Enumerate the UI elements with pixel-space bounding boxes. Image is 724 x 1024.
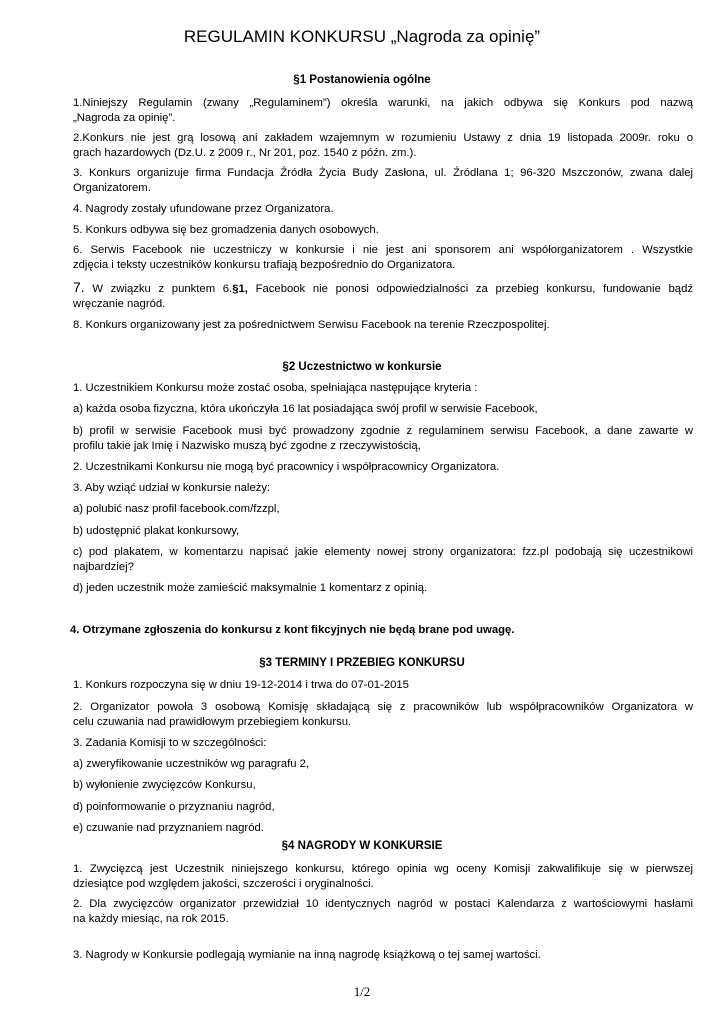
- s3-task-a: a) zweryfikowanie uczestników wg paragrafu 2,: [73, 758, 310, 770]
- s1-paragraph-1: 1.Niniejszy Regulamin (zwany „Regulaminem”) określa warunki, na jakich odbywa się Konkurs pod nazwą „Nagroda za opinię”.: [73, 97, 693, 124]
- section-4-heading: §4 NAGRODY W KONKURSIE: [281, 840, 443, 852]
- s2-paragraph-4: 4. Otrzymane zgłoszenia do konkursu z kont fikcyjnych nie będą brane pod uwagę.: [70, 624, 515, 636]
- section-2-heading: §2 Uczestnictwo w konkursie: [282, 361, 442, 373]
- s1-paragraph-2: 2.Konkurs nie jest grą losową ani zakładem wzajemnym w rozumieniu Ustawy z dnia 19 listopada 2009r. roku o grach hazardowych (Dz.U. z 2009 r., Nr 201, poz. 1540 z późn. zm.).: [73, 132, 693, 159]
- s1-paragraph-8: 8. Konkurs organizowany jest za pośrednictwem Serwisu Facebook na terenie Rzeczpospolitej.: [73, 319, 550, 331]
- s1-paragraph-4: 4. Nagrody zostały ufundowane przez Organizatora.: [73, 203, 334, 215]
- s2-paragraph-3: 3. Aby wziąć udział w konkursie należy:: [73, 482, 271, 494]
- s4-paragraph-2: 2. Dla zwycięzców organizator przewidział 10 identycznych nagród w postaci Kalendarza z wartościowymi hasłami na każdy miesiąc, na rok 2015.: [73, 898, 693, 925]
- page-number: 1/2: [353, 984, 371, 999]
- s4-paragraph-1: 1. Zwycięzcą jest Uczestnik niniejszego konkursu, którego opinia wg oceny Komisji zakwalifikuje się w pierwszej dziesiątce pod względem jakości, szczerości i oryginalności.: [73, 863, 693, 890]
- section-1-heading: §1 Postanowienia ogólne: [293, 74, 431, 86]
- s2-item-b: b) profil w serwisie Facebook musi być prowadzony zgodnie z regulaminem serwisu Facebook, a dane zawarte w profilu takie jak Imię i Nazwisko muszą być zgodne z rzeczywistością,: [73, 425, 693, 452]
- s1-paragraph-3: 3. Konkurs organizuje firma Fundacja Źródła Życia Budy Zasłona, ul. Źródlana 1; 96-320 Mszczonów, zwana dalej Organizatorem.: [73, 167, 693, 194]
- s2-item-a: a) każda osoba fizyczna, która ukończyła 16 lat posiadająca swój profil w serwisie Facebook,: [73, 403, 538, 415]
- s2-step-d: d) jeden uczestnik może zamieścić maksymalnie 1 komentarz z opinią.: [73, 582, 428, 594]
- s1-paragraph-6: 6. Serwis Facebook nie uczestniczy w konkursie i nie jest ani sponsorem ani współorganizatorem . Wszystkie zdjęcia i teksty uczestników konkursu trafiają bezpośrednio do Organizatora.: [73, 244, 693, 271]
- s2-step-a: a) polubić nasz profil facebook.com/fzzpl,: [73, 503, 280, 515]
- s2-paragraph-2: 2. Uczestnikami Konkursu nie mogą być pracownicy i współpracownicy Organizatora.: [73, 461, 500, 473]
- section-3-heading: §3 TERMINY I PRZEBIEG KONKURSU: [259, 657, 465, 669]
- document-title: REGULAMIN KONKURSU „Nagroda za opinię”: [183, 27, 541, 46]
- s4-paragraph-3: 3. Nagrody w Konkursie podlegają wymianie na inną nagrodę książkową o tej samej wartości.: [73, 949, 541, 961]
- s1-paragraph-7: 7. W związku z punktem 6.§1, Facebook nie ponosi odpowiedzialności za przebieg konkursu, fundowanie bądź wręczanie nagród.: [73, 279, 693, 310]
- s3-paragraph-2: 2. Organizator powoła 3 osobową Komisję składającą się z pracowników lub współpracowników Organizatora w celu czuwania nad prawidłowym przebiegiem konkursu.: [73, 701, 693, 728]
- s2-step-c: c) pod plakatem, w komentarzu napisać jakie elementy nowej strony organizatora: fzz.pl podobają się uczestnikowi najbardziej?: [73, 546, 693, 573]
- s2-paragraph-1: 1. Uczestnikiem Konkursu może zostać osoba, spełniająca następujące kryteria :: [73, 382, 478, 394]
- s3-paragraph-3: 3. Zadania Komisji to w szczególności:: [73, 737, 267, 749]
- s3-task-e: e) czuwanie nad przyznaniem nagród.: [73, 822, 264, 834]
- s3-paragraph-1: 1. Konkurs rozpoczyna się w dniu 19-12-2014 i trwa do 07-01-2015: [73, 679, 409, 691]
- s3-task-d: d) poinformowanie o przyznaniu nagród,: [73, 801, 275, 813]
- s2-step-b: b) udostępnić plakat konkursowy,: [73, 525, 240, 537]
- s1-paragraph-5: 5. Konkurs odbywa się bez gromadzenia danych osobowych.: [73, 224, 379, 236]
- s3-task-b: b) wyłonienie zwycięzców Konkursu,: [73, 779, 256, 791]
